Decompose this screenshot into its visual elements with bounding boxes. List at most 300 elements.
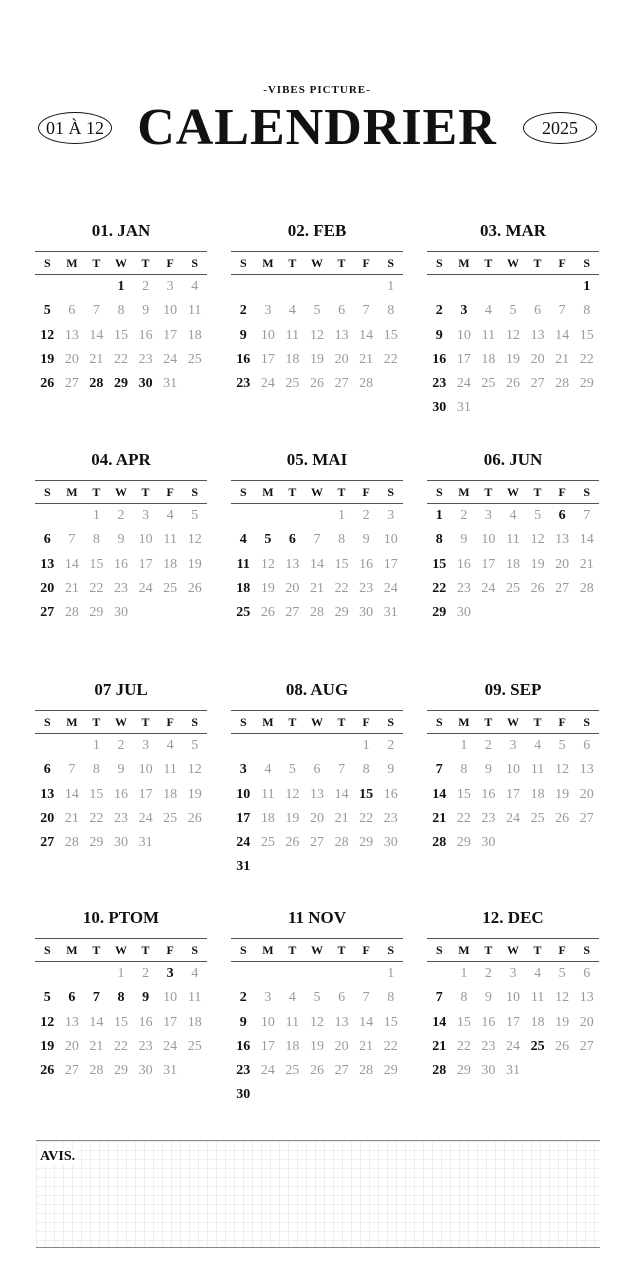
day-cell: 13 [64,1014,79,1030]
weekday-label: F [362,715,370,729]
day-cell: 12 [40,327,55,343]
day-cell: 21 [89,351,104,367]
day-cell: 11 [187,990,202,1006]
month-block [427,679,599,855]
day-cell: 26 [285,835,300,851]
weekday-label: S [191,715,199,729]
empty-cell [280,734,305,758]
day-cell: 17 [163,1014,178,1030]
range-badge: 01 À 12 [38,112,112,144]
day-cell: 10 [456,327,471,343]
day-cell: 11 [236,556,250,572]
day-cell: 14 [579,532,594,548]
day-cell: 8 [387,990,395,1006]
empty-cell [256,504,281,528]
empty-cell [84,275,109,299]
day-cell: 4 [509,508,517,523]
day-cell: 22 [113,1038,128,1054]
day-cell: 12 [260,556,275,572]
day-cell: 30 [113,605,128,621]
weekday-label: S [239,485,247,499]
day-cell: 29 [456,1063,471,1079]
day-cell: 13 [285,556,300,572]
day-cell: 9 [142,303,150,319]
day-cell: 20 [40,810,55,826]
day-cell: 15 [432,556,447,572]
weekday-label: M [262,943,274,957]
day-cell: 26 [40,376,55,392]
day-cell: 27 [285,605,300,621]
day-cell: 23 [456,580,471,596]
weekday-label: T [288,715,297,729]
day-cell: 28 [432,1063,447,1079]
weekday-label: S [435,256,443,270]
day-cell: 13 [555,532,570,548]
weekday-header [427,251,599,275]
day-grid [427,504,599,625]
day-cell: 26 [187,810,202,826]
day-cell: 11 [187,303,202,319]
weekday-label: S [583,256,591,270]
weekday-label: T [533,943,542,957]
month-block [35,679,207,855]
month-block [427,449,599,625]
weekday-label: F [558,256,566,270]
day-cell: 20 [555,556,570,572]
day-cell: 28 [359,376,374,392]
empty-cell [354,275,379,299]
day-cell: 21 [64,810,79,826]
day-cell: 8 [460,762,468,778]
day-cell: 5 [264,532,272,548]
day-cell: 1 [583,279,591,294]
notes-area[interactable] [36,1140,600,1248]
day-cell: 7 [92,990,100,1006]
day-cell: 22 [359,810,374,826]
weekday-label: W [114,485,127,499]
day-cell: 3 [509,966,517,981]
empty-cell [476,275,501,299]
weekday-label: T [337,256,346,270]
day-cell: 20 [64,1038,79,1054]
day-cell: 1 [435,508,443,523]
day-cell: 12 [40,1014,55,1030]
weekday-header [427,710,599,734]
day-cell: 25 [163,810,178,826]
day-cell: 31 [505,1063,520,1079]
empty-cell [329,734,354,758]
day-cell: 17 [481,556,496,572]
day-cell: 21 [432,1038,447,1054]
empty-cell [256,962,281,986]
weekday-label: S [583,943,591,957]
day-cell: 25 [530,810,545,826]
weekday-header [231,938,403,962]
weekday-label: M [262,256,274,270]
day-cell: 9 [484,990,492,1006]
month-title: 07 JUL [94,680,148,699]
day-cell: 21 [432,810,447,826]
day-cell: 18 [285,351,300,367]
day-cell: 20 [579,1014,594,1030]
day-grid [427,734,599,855]
day-cell: 15 [383,1014,398,1030]
day-cell: 26 [309,376,324,392]
day-cell: 30 [236,1087,251,1103]
month-block [231,220,403,396]
day-cell: 23 [113,580,128,596]
day-grid [231,962,403,1108]
empty-cell [231,962,256,986]
weekday-label: T [92,256,101,270]
day-cell: 7 [362,990,370,1006]
day-cell: 22 [89,580,104,596]
month-block [427,220,599,421]
day-cell: 11 [481,327,496,343]
day-cell: 9 [239,327,247,343]
day-cell: 4 [264,762,272,778]
weekday-label: T [484,715,493,729]
empty-cell [280,962,305,986]
weekday-label: F [558,485,566,499]
day-cell: 28 [64,605,79,621]
weekday-header [35,938,207,962]
day-cell: 13 [309,786,324,802]
day-cell: 27 [64,1063,79,1079]
day-cell: 24 [456,376,471,392]
day-cell: 14 [359,1014,374,1030]
day-cell: 16 [138,1014,153,1030]
day-cell: 15 [334,556,349,572]
empty-cell [35,734,60,758]
day-cell: 12 [309,1014,324,1030]
day-cell: 29 [89,835,104,851]
day-grid [231,275,403,396]
month-title: 09. SEP [484,680,542,699]
day-cell: 3 [264,303,272,319]
weekday-label: F [362,485,370,499]
day-cell: 22 [383,351,398,367]
day-cell: 30 [481,835,496,851]
empty-cell [427,734,452,758]
day-cell: 21 [555,351,570,367]
day-cell: 9 [142,990,150,1006]
day-cell: 17 [163,327,178,343]
day-cell: 20 [309,810,324,826]
day-cell: 5 [509,303,517,319]
day-cell: 13 [40,786,55,802]
month-block [35,220,207,396]
day-cell: 15 [89,556,104,572]
day-cell: 25 [260,835,275,851]
day-cell: 7 [338,762,346,778]
day-cell: 1 [387,966,395,981]
empty-cell [35,962,60,986]
day-cell: 2 [484,738,492,753]
weekday-header [35,710,207,734]
day-cell: 10 [163,303,178,319]
day-cell: 7 [313,532,321,548]
day-cell: 17 [236,810,251,826]
day-cell: 12 [309,327,324,343]
day-cell: 22 [334,580,349,596]
day-cell: 28 [64,835,79,851]
day-cell: 15 [579,327,594,343]
day-cell: 5 [191,738,199,753]
weekday-label: F [558,943,566,957]
day-cell: 26 [187,580,202,596]
day-cell: 25 [163,580,178,596]
empty-cell [427,962,452,986]
day-cell: 15 [456,786,471,802]
day-cell: 20 [579,786,594,802]
day-cell: 14 [334,786,349,802]
empty-cell [60,275,85,299]
day-cell: 23 [113,810,128,826]
day-cell: 22 [383,1038,398,1054]
day-cell: 12 [555,762,570,778]
day-cell: 20 [64,351,79,367]
day-cell: 5 [313,303,321,319]
day-cell: 22 [579,351,594,367]
day-cell: 19 [309,351,324,367]
weekday-label: W [310,485,323,499]
day-cell: 14 [309,556,324,572]
day-cell: 18 [285,1038,300,1054]
day-cell: 8 [435,532,443,548]
day-cell: 18 [505,556,520,572]
day-cell: 6 [68,303,76,319]
day-cell: 25 [505,580,520,596]
day-cell: 1 [460,738,468,753]
day-cell: 20 [334,351,349,367]
day-cell: 11 [261,786,275,802]
day-cell: 10 [505,990,520,1006]
empty-cell [84,962,109,986]
day-cell: 24 [505,810,520,826]
weekday-label: T [141,256,150,270]
day-cell: 9 [117,762,125,778]
day-grid [231,734,403,880]
day-cell: 18 [236,580,251,596]
day-cell: 17 [260,351,275,367]
day-cell: 19 [505,351,520,367]
empty-cell [60,504,85,528]
weekday-label: T [92,715,101,729]
day-cell: 6 [68,990,76,1006]
day-cell: 17 [505,1014,520,1030]
weekday-label: S [191,256,199,270]
weekday-label: F [166,943,174,957]
weekday-label: S [191,943,199,957]
day-cell: 8 [460,990,468,1006]
weekday-label: M [458,256,470,270]
day-cell: 21 [64,580,79,596]
weekday-label: S [43,485,51,499]
weekday-header [427,480,599,504]
day-cell: 6 [558,508,566,523]
day-cell: 30 [138,376,153,392]
day-cell: 1 [92,508,100,523]
weekday-label: M [262,485,274,499]
day-cell: 9 [239,1014,247,1030]
day-cell: 13 [530,327,545,343]
day-cell: 26 [555,1038,570,1054]
day-cell: 14 [89,327,104,343]
day-cell: 29 [89,605,104,621]
day-cell: 14 [89,1014,104,1030]
day-cell: 26 [530,580,545,596]
day-cell: 4 [239,532,247,548]
day-cell: 2 [460,508,468,523]
day-cell: 2 [117,508,125,523]
day-cell: 9 [387,762,395,778]
day-cell: 16 [383,786,398,802]
day-cell: 4 [191,279,199,294]
day-cell: 23 [359,580,374,596]
day-cell: 10 [260,327,275,343]
day-cell: 6 [43,762,51,778]
weekday-label: T [533,256,542,270]
day-grid [35,504,207,625]
empty-cell [329,962,354,986]
weekday-label: M [66,256,78,270]
day-cell: 12 [285,786,300,802]
weekday-header [231,710,403,734]
day-cell: 30 [481,1063,496,1079]
empty-cell [354,962,379,986]
day-cell: 12 [530,532,545,548]
day-cell: 8 [117,990,125,1006]
day-cell: 16 [236,1038,251,1054]
day-cell: 18 [187,327,202,343]
day-cell: 23 [432,376,447,392]
day-cell: 17 [383,556,398,572]
day-cell: 27 [555,580,570,596]
day-cell: 22 [456,810,471,826]
month-title: 06. JUN [483,450,543,469]
empty-cell [231,275,256,299]
day-cell: 16 [481,786,496,802]
day-cell: 5 [558,738,566,753]
day-cell: 6 [583,738,591,753]
day-cell: 29 [113,376,128,392]
empty-cell [305,275,330,299]
day-cell: 7 [583,508,591,523]
day-cell: 2 [142,966,150,981]
day-cell: 22 [89,810,104,826]
day-cell: 9 [460,532,468,548]
day-cell: 19 [309,1038,324,1054]
day-cell: 3 [387,508,395,523]
day-cell: 3 [264,990,272,1006]
month-title: 10. PTOM [82,908,160,927]
day-cell: 16 [138,327,153,343]
month-title: 03. MAR [479,221,547,240]
weekday-label: T [484,256,493,270]
empty-cell [525,275,550,299]
brand-subtitle: -VIBES PICTURE- [263,84,371,96]
day-cell: 6 [288,532,296,548]
day-cell: 26 [40,1063,55,1079]
day-cell: 5 [313,990,321,1006]
day-cell: 15 [89,786,104,802]
empty-cell [35,275,60,299]
day-cell: 5 [558,966,566,981]
day-cell: 25 [187,351,202,367]
day-cell: 17 [456,351,471,367]
day-cell: 20 [40,580,55,596]
day-cell: 13 [334,327,349,343]
weekday-label: S [583,485,591,499]
weekday-label: S [191,485,199,499]
day-cell: 19 [40,351,55,367]
day-cell: 2 [435,303,443,319]
empty-cell [501,275,526,299]
empty-cell [280,504,305,528]
day-cell: 3 [166,279,174,294]
month-title: 01. JAN [91,221,151,240]
day-cell: 7 [68,762,76,778]
day-cell: 12 [505,327,520,343]
day-cell: 18 [260,810,275,826]
day-cell: 21 [359,351,374,367]
day-cell: 19 [187,556,202,572]
day-cell: 8 [92,762,100,778]
day-cell: 16 [359,556,374,572]
day-cell: 19 [555,786,570,802]
day-cell: 7 [435,990,443,1006]
empty-cell [452,275,477,299]
month-block [231,449,403,625]
day-cell: 7 [435,762,443,778]
day-cell: 10 [138,762,153,778]
weekday-label: S [239,943,247,957]
weekday-label: S [43,256,51,270]
weekday-label: F [362,943,370,957]
day-cell: 27 [309,835,324,851]
day-cell: 27 [334,376,349,392]
weekday-label: T [141,943,150,957]
empty-cell [280,275,305,299]
day-cell: 29 [432,605,447,621]
day-cell: 25 [236,605,251,621]
weekday-label: F [362,256,370,270]
day-cell: 14 [432,786,447,802]
day-cell: 28 [432,835,447,851]
day-cell: 14 [555,327,570,343]
weekday-label: S [387,943,395,957]
weekday-label: S [239,715,247,729]
day-cell: 2 [239,303,247,319]
day-cell: 13 [334,1014,349,1030]
day-cell: 10 [236,786,251,802]
weekday-label: T [337,943,346,957]
weekday-label: M [458,715,470,729]
weekday-label: W [310,943,323,957]
day-cell: 25 [285,376,300,392]
day-cell: 27 [530,376,545,392]
day-cell: 19 [187,786,202,802]
day-cell: 24 [236,835,251,851]
day-cell: 11 [506,532,520,548]
day-cell: 5 [534,508,542,523]
page-title: CALENDRIER [137,99,497,156]
month-title: 12. DEC [482,908,544,927]
day-cell: 15 [456,1014,471,1030]
weekday-header [35,480,207,504]
day-cell: 24 [163,351,178,367]
